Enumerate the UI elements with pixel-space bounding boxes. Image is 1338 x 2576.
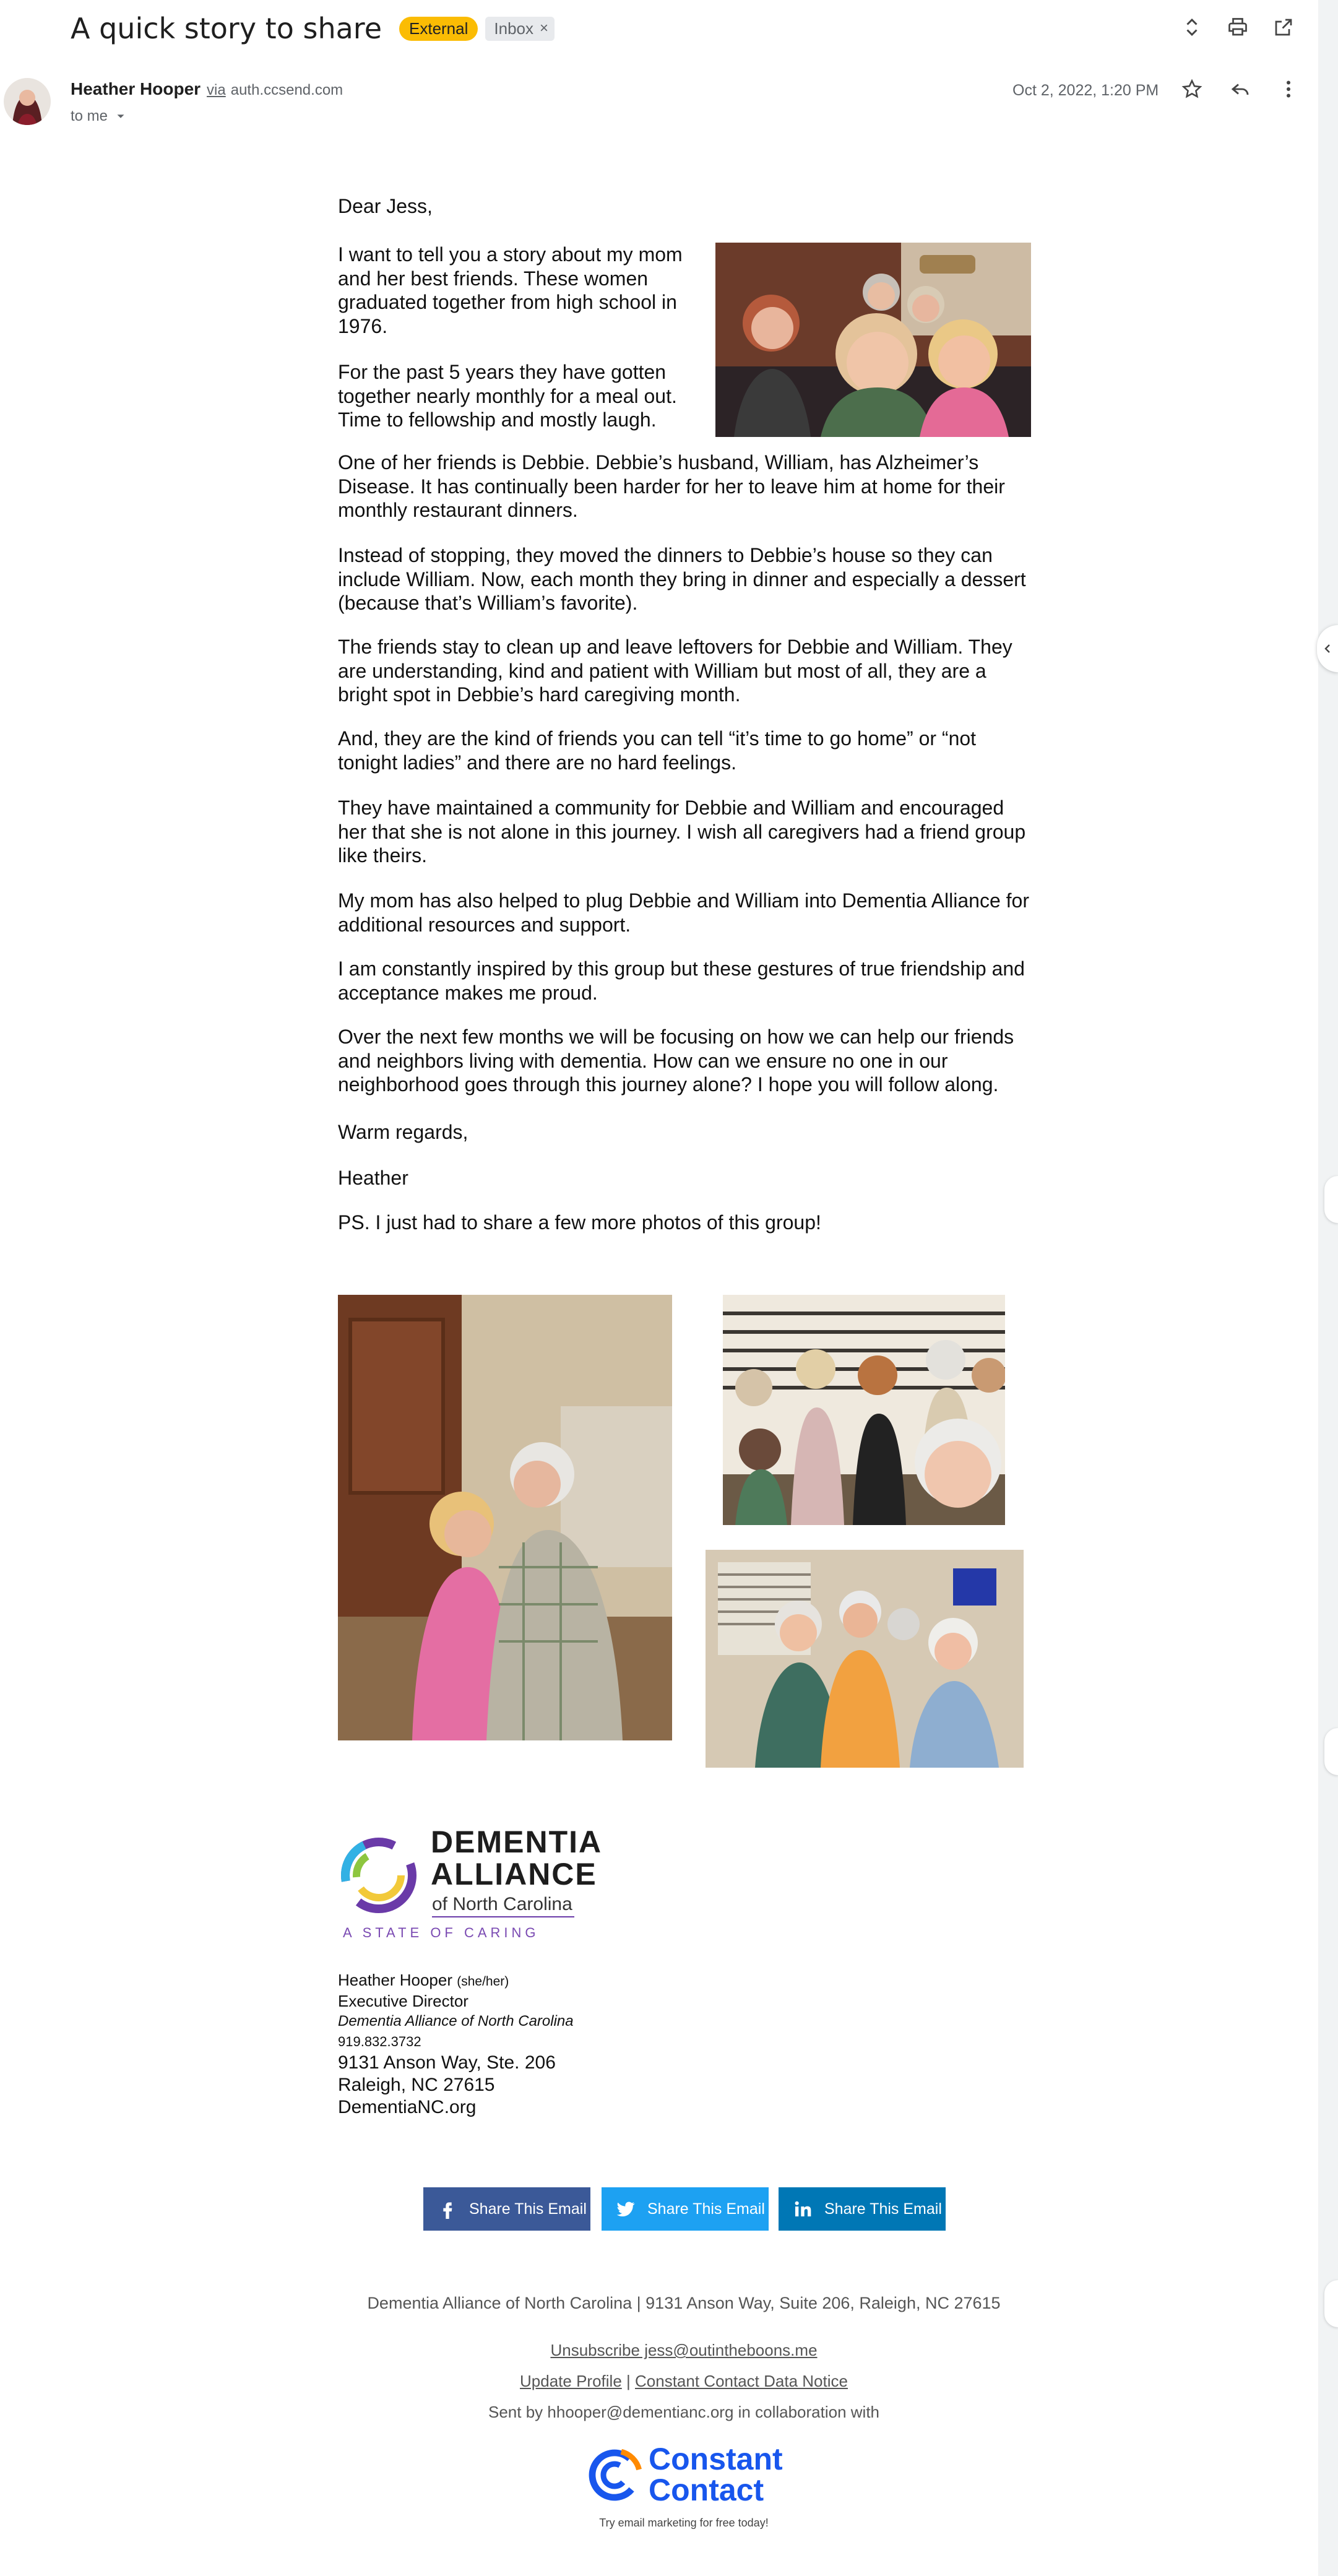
more-vert-icon: [1277, 78, 1300, 100]
sender-avatar[interactable]: [4, 78, 51, 125]
signature-pronouns: (she/her): [457, 1974, 509, 1989]
signature-name: Heather Hooper: [338, 1971, 452, 1989]
william-friends-photo: [706, 1550, 1024, 1768]
dinner-group-photo: [723, 1295, 1005, 1525]
paragraph-1: I want to tell you a story about my mom and her best friends. These women graduated together from high school in 1976.: [338, 243, 683, 337]
signature-website[interactable]: DementiaNC.org: [338, 2097, 477, 2117]
twitter-icon: [615, 2198, 636, 2219]
scrollbar-track[interactable]: [1318, 0, 1338, 2576]
paragraph-10: Over the next few months we will be focusing on how we can help our friends and neighbors living with dementia. How can we ensure no one in our neighborhood goes through this journey alone? I hope you will follow along.: [338, 1026, 1014, 1096]
message-actions: [1177, 74, 1303, 104]
open-in-new-icon: [1272, 16, 1295, 38]
paragraph-3: One of her friends is Debbie. Debbie’s husband, William, has Alzheimer’s Disease. It has continually been harder for her to leave him at home for their monthly restaurant dinners.: [338, 451, 1005, 521]
constant-contact-mark-icon: [587, 2447, 642, 2503]
expand-all-button[interactable]: [1177, 12, 1207, 42]
paragraph-7: They have maintained a community for Debbie and William and encouraged her that she is not alone in this journey. I wish all caregivers had a friend group like theirs.: [338, 797, 1026, 867]
paragraph-6: And, they are the kind of friends you can tell “it’s time to go home” or “not tonight ladies” and there are no hard feelings.: [338, 727, 977, 774]
friends-group-photo: [715, 243, 1031, 437]
subject-actions: [1177, 12, 1298, 42]
paragraph-9: I am constantly inspired by this group but these gestures of true friendship and acceptance makes me proud.: [338, 957, 1025, 1004]
email-date: Oct 2, 2022, 1:20 PM: [1012, 82, 1159, 99]
sender-name[interactable]: Heather Hooper: [71, 79, 201, 98]
unfold-icon: [1181, 16, 1203, 38]
logo-line-3: of North Carolina: [432, 1894, 572, 1914]
recipient-details-toggle[interactable]: [71, 108, 127, 125]
linkedin-icon: [792, 2198, 813, 2219]
signature-title: Executive Director: [338, 1992, 468, 2010]
unsubscribe-link[interactable]: Unsubscribe jess@outintheboons.me: [550, 2341, 818, 2359]
paragraph-5: The friends stay to clean up and leave leftovers for Debbie and William. They are understanding, kind and patient with William but most of all, they are a bright spot in Debbie’s hard caregiving month.: [338, 636, 1012, 706]
caret-down-icon: [114, 110, 127, 123]
reply-icon: [1229, 78, 1251, 100]
side-panel-stub: [1324, 1728, 1338, 1775]
inbox-label[interactable]: [485, 17, 555, 41]
signature-phone[interactable]: 919.832.3732: [338, 2034, 421, 2049]
sender-info: [71, 79, 343, 99]
closing: Warm regards,: [338, 1121, 468, 1143]
update-profile-link[interactable]: Update Profile: [520, 2372, 622, 2390]
print-icon: [1227, 16, 1249, 38]
dementia-alliance-logo[interactable]: [340, 1825, 603, 1943]
recipient-label: to me: [71, 108, 108, 124]
star-button[interactable]: [1177, 74, 1207, 104]
star-icon: [1181, 78, 1203, 100]
external-badge: External: [399, 17, 478, 41]
constant-contact-line-2: Contact: [649, 2473, 764, 2507]
paragraph-4: Instead of stopping, they moved the dinners to Debbie’s house so they can include William. Now, each month they bring in dinner and especially a dessert (because that’s William’s favorite).: [338, 544, 1026, 614]
share-twitter-button[interactable]: [602, 2187, 769, 2231]
side-panel-stub: [1324, 1176, 1338, 1223]
sent-by-text: Sent by hhooper@dementianc.org in collaboration with: [488, 2403, 879, 2421]
signature-name-line: [338, 1971, 509, 1990]
inbox-label-text: Inbox: [494, 19, 533, 38]
footer-address: Dementia Alliance of North Carolina | 9131 Anson Way, Suite 206, Raleigh, NC 27615: [367, 2294, 1001, 2312]
via-link[interactable]: via: [207, 82, 226, 98]
constant-contact-tagline[interactable]: Try email marketing for free today!: [599, 2517, 769, 2529]
print-button[interactable]: [1223, 12, 1253, 42]
email-subject: A quick story to share: [71, 12, 382, 45]
signoff-name: Heather: [338, 1167, 408, 1189]
logo-tagline: A STATE OF CARING: [343, 1925, 540, 1940]
share-linkedin-button[interactable]: [779, 2187, 946, 2231]
paragraph-2: For the past 5 years they have gotten together nearly monthly for a meal out. Time to fellowship and mostly laugh.: [338, 361, 677, 431]
logo-line-2: ALLIANCE: [431, 1857, 597, 1891]
signature-org: Dementia Alliance of North Carolina: [338, 2013, 574, 2029]
more-options-button[interactable]: [1274, 74, 1303, 104]
constant-contact-line-1: Constant: [649, 2442, 783, 2476]
share-facebook-label: Share This Email: [469, 2200, 587, 2218]
data-notice-link[interactable]: Constant Contact Data Notice: [635, 2372, 848, 2390]
paragraph-8: My mom has also helped to plug Debbie and William into Dementia Alliance for additional resources and support.: [338, 889, 1029, 936]
share-facebook-button[interactable]: [423, 2187, 590, 2231]
constant-contact-logo[interactable]: [587, 2444, 785, 2512]
share-twitter-label: Share This Email: [647, 2200, 765, 2218]
open-new-window-button[interactable]: [1269, 12, 1298, 42]
footer-separator: |: [626, 2372, 631, 2390]
couple-photo: [338, 1295, 672, 1740]
chevron-left-icon: [1320, 641, 1335, 656]
logo-line-1: DEMENTIA: [431, 1825, 603, 1859]
postscript: PS. I just had to share a few more photos of this group!: [338, 1211, 821, 1234]
subject-row: [71, 9, 555, 48]
signature-address-2: Raleigh, NC 27615: [338, 2075, 495, 2095]
footer-links: [0, 2372, 1338, 2391]
signature-address-1: 9131 Anson Way, Ste. 206: [338, 2052, 556, 2073]
reply-button[interactable]: [1225, 74, 1255, 104]
sender-domain: auth.ccsend.com: [230, 82, 343, 98]
share-linkedin-label: Share This Email: [824, 2200, 942, 2218]
greeting: Dear Jess,: [338, 195, 433, 217]
facebook-icon: [437, 2198, 458, 2219]
remove-label-icon[interactable]: ×: [540, 20, 549, 37]
